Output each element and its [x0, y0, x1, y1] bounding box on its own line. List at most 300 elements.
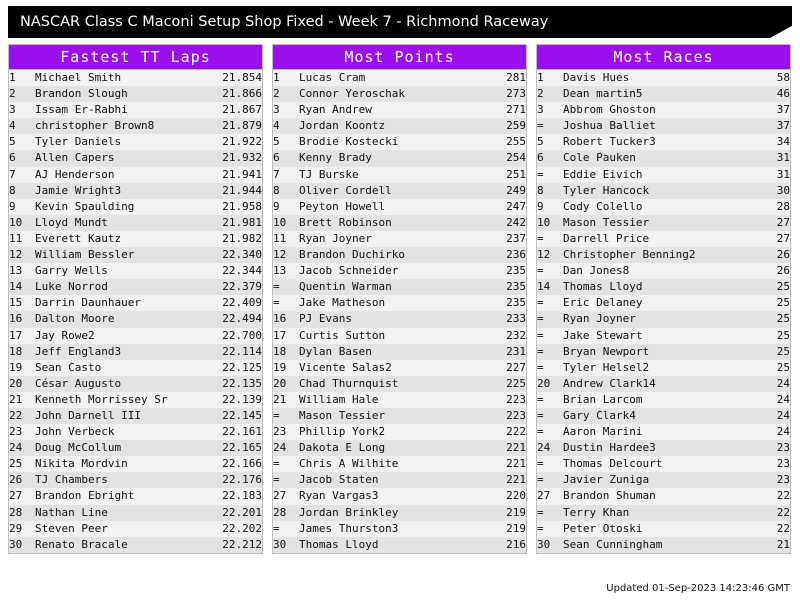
row-value: 25 — [776, 296, 790, 310]
row-position: 8 — [537, 183, 544, 197]
row-value: 22.409 — [222, 296, 262, 310]
row-position: 6 — [273, 151, 280, 165]
row-driver-name: Ryan Vargas3 — [299, 489, 379, 503]
row-position: 11 — [9, 231, 23, 245]
row-position: 11 — [273, 231, 287, 245]
row-driver-name: Brett Robinson — [299, 215, 392, 229]
row-value: 31 — [776, 151, 790, 165]
table-row — [537, 328, 790, 344]
row-value: 227 — [506, 360, 526, 374]
row-value: 23 — [776, 441, 790, 455]
table-row — [537, 392, 790, 408]
table-row — [273, 183, 526, 199]
table-row — [9, 86, 262, 102]
row-value: 37 — [776, 119, 790, 133]
row-value: 21 — [776, 537, 790, 551]
row-position: 10 — [537, 215, 551, 229]
table-row — [273, 247, 526, 263]
row-value: 22.166 — [222, 457, 262, 471]
table-row — [537, 247, 790, 263]
row-position: = — [537, 457, 544, 471]
row-position: = — [537, 328, 544, 342]
table-row — [537, 263, 790, 279]
row-driver-name: Aaron Marini — [563, 425, 643, 439]
row-value: 281 — [506, 71, 526, 84]
row-driver-name: Jamie Wright3 — [35, 183, 122, 197]
row-driver-name: Joshua Balliet — [563, 119, 656, 133]
table-row — [537, 167, 790, 183]
row-position: 30 — [537, 537, 551, 551]
row-value: 22.125 — [222, 360, 262, 374]
row-driver-name: Thomas Lloyd — [563, 280, 643, 294]
row-driver-name: Issam Er-Rabhi — [35, 103, 128, 117]
table-row — [537, 537, 790, 553]
row-driver-name: Andrew Clark14 — [563, 376, 656, 390]
row-position: 3 — [273, 103, 280, 117]
row-value: 236 — [506, 248, 526, 262]
row-value: 22.183 — [222, 489, 262, 503]
row-value: 220 — [506, 489, 526, 503]
row-value: 22 — [776, 505, 790, 519]
row-driver-name: Jordan Koontz — [299, 119, 386, 133]
table-row — [9, 392, 262, 408]
row-driver-name: Kenny Brady — [299, 151, 372, 165]
row-position: = — [537, 264, 544, 278]
table-row — [273, 537, 526, 553]
table-row — [9, 134, 262, 150]
table-row — [537, 231, 790, 247]
column-title: Most Races — [537, 45, 790, 70]
row-value: 25 — [776, 360, 790, 374]
row-driver-name: Dan Jones8 — [563, 264, 630, 278]
table-row — [273, 440, 526, 456]
row-value: 21.958 — [222, 199, 262, 213]
row-value: 21.854 — [222, 71, 262, 84]
row-driver-name: Eddie Eivich — [563, 167, 643, 181]
row-value: 31 — [776, 167, 790, 181]
row-position: 29 — [9, 521, 23, 535]
table-row — [537, 505, 790, 521]
table-row — [9, 472, 262, 488]
row-value: 22.135 — [222, 376, 262, 390]
row-value: 23 — [776, 457, 790, 471]
row-position: = — [537, 425, 544, 439]
row-value: 21.932 — [222, 151, 262, 165]
row-position: 14 — [537, 280, 551, 294]
row-position: 14 — [9, 280, 23, 294]
table-row — [537, 183, 790, 199]
table-row — [9, 360, 262, 376]
row-value: 22.494 — [222, 312, 262, 326]
row-position: 19 — [9, 360, 23, 374]
row-driver-name: Lucas Cram — [299, 71, 366, 84]
row-position: 12 — [9, 248, 23, 262]
row-driver-name: Robert Tucker3 — [563, 135, 656, 149]
table-row — [9, 408, 262, 424]
row-driver-name: Curtis Sutton — [299, 328, 386, 342]
row-position: = — [273, 280, 280, 294]
table-row — [273, 279, 526, 295]
row-driver-name: Dustin Hardee3 — [563, 441, 656, 455]
row-driver-name: TJ Burske — [299, 167, 359, 181]
row-driver-name: Dalton Moore — [35, 312, 115, 326]
row-value: 22.344 — [222, 264, 262, 278]
table-row — [273, 70, 526, 86]
row-position: 12 — [537, 248, 551, 262]
table-row — [273, 167, 526, 183]
row-value: 23 — [776, 473, 790, 487]
table-body-2 — [537, 70, 790, 553]
row-driver-name: Jeff England3 — [35, 344, 122, 358]
row-driver-name: Abbrom Ghoston — [563, 103, 656, 117]
row-position: 22 — [9, 408, 23, 422]
row-position: 24 — [9, 441, 23, 455]
table-row — [537, 376, 790, 392]
row-value: 271 — [506, 103, 526, 117]
table-body-1 — [273, 70, 526, 553]
leaderboard-table — [537, 70, 790, 553]
table-row — [273, 360, 526, 376]
row-driver-name: Tyler Daniels — [35, 135, 122, 149]
row-position: 6 — [9, 151, 16, 165]
row-driver-name: Nikita Mordvin — [35, 457, 128, 471]
row-value: 22.139 — [222, 392, 262, 406]
table-row — [9, 150, 262, 166]
row-driver-name: Connor Yeroschak — [299, 87, 405, 101]
table-row — [9, 488, 262, 504]
table-row — [9, 521, 262, 537]
row-driver-name: Jake Matheson — [299, 296, 386, 310]
row-position: 5 — [9, 135, 16, 149]
row-position: 12 — [273, 248, 287, 262]
table-row — [273, 134, 526, 150]
table-row — [537, 295, 790, 311]
row-value: 21.944 — [222, 183, 262, 197]
row-value: 21.867 — [222, 103, 262, 117]
row-value: 22.165 — [222, 441, 262, 455]
table-row — [537, 70, 790, 86]
row-position: 23 — [273, 425, 287, 439]
row-driver-name: Peyton Howell — [299, 199, 386, 213]
row-driver-name: Steven Peer — [35, 521, 108, 535]
row-value: 27 — [776, 215, 790, 229]
row-position: 20 — [273, 376, 287, 390]
row-driver-name: Renato Bracale — [35, 537, 128, 551]
row-driver-name: Brandon Shuman — [563, 489, 656, 503]
table-row — [9, 247, 262, 263]
leaderboard-columns — [8, 44, 792, 554]
row-position: 9 — [537, 199, 544, 213]
table-row — [537, 134, 790, 150]
row-driver-name: Ryan Joyner — [299, 231, 372, 245]
row-driver-name: Mason Tessier — [299, 408, 386, 422]
row-position: 9 — [9, 199, 16, 213]
row-driver-name: Cole Pauken — [563, 151, 636, 165]
row-value: 21.941 — [222, 167, 262, 181]
row-position: 2 — [9, 87, 16, 101]
row-value: 24 — [776, 376, 790, 390]
table-row — [537, 440, 790, 456]
page-title: NASCAR Class C Maconi Setup Shop Fixed - Week 7 - Richmond Raceway — [20, 14, 549, 30]
row-position: = — [273, 473, 280, 487]
table-row — [273, 344, 526, 360]
row-driver-name: Tyler Hancock — [563, 183, 650, 197]
row-value: 22.201 — [222, 505, 262, 519]
row-driver-name: Thomas Lloyd — [299, 537, 379, 551]
row-position: 3 — [9, 103, 16, 117]
row-driver-name: Nathan Line — [35, 505, 108, 519]
row-driver-name: Michael Smith — [35, 71, 122, 84]
table-row — [273, 118, 526, 134]
row-driver-name: Chad Thurnquist — [299, 376, 399, 390]
table-row — [9, 344, 262, 360]
row-position: 19 — [273, 360, 287, 374]
row-value: 223 — [506, 392, 526, 406]
table-row — [9, 537, 262, 553]
row-position: = — [537, 344, 544, 358]
table-row — [9, 456, 262, 472]
row-driver-name: AJ Henderson — [35, 167, 115, 181]
row-value: 222 — [506, 425, 526, 439]
row-value: 25 — [776, 312, 790, 326]
row-value: 37 — [776, 103, 790, 117]
row-driver-name: Quentin Warman — [299, 280, 392, 294]
row-driver-name: Phillip York2 — [299, 425, 386, 439]
row-value: 251 — [506, 167, 526, 181]
table-row — [537, 424, 790, 440]
table-row — [537, 344, 790, 360]
row-driver-name: PJ Evans — [299, 312, 352, 326]
row-position: 13 — [9, 264, 23, 278]
row-position: 26 — [9, 473, 23, 487]
row-value: 237 — [506, 231, 526, 245]
table-row — [537, 472, 790, 488]
row-value: 22.340 — [222, 248, 262, 262]
table-row — [9, 440, 262, 456]
row-value: 219 — [506, 505, 526, 519]
row-position: 4 — [273, 119, 280, 133]
row-driver-name: Luke Norrod — [35, 280, 108, 294]
row-position: 27 — [537, 489, 551, 503]
row-driver-name: Sean Casto — [35, 360, 102, 374]
row-driver-name: Brandon Slough — [35, 87, 128, 101]
table-row — [273, 263, 526, 279]
row-value: 22 — [776, 489, 790, 503]
row-driver-name: Cody Colello — [563, 199, 643, 213]
row-position: = — [537, 473, 544, 487]
row-driver-name: Everett Kautz — [35, 231, 122, 245]
row-position: 8 — [273, 183, 280, 197]
row-value: 25 — [776, 344, 790, 358]
row-position: 10 — [9, 215, 23, 229]
row-value: 221 — [506, 441, 526, 455]
row-position: 15 — [9, 296, 23, 310]
row-position: 5 — [537, 135, 544, 149]
row-position: = — [537, 312, 544, 326]
table-row — [9, 295, 262, 311]
row-position: 3 — [537, 103, 544, 117]
row-position: = — [537, 392, 544, 406]
row-position: = — [537, 521, 544, 535]
table-row — [537, 215, 790, 231]
table-row — [273, 408, 526, 424]
table-row — [537, 488, 790, 504]
row-position: 2 — [273, 87, 280, 101]
row-driver-name: William Hale — [299, 392, 379, 406]
table-body-0 — [9, 70, 262, 553]
table-row — [9, 311, 262, 327]
row-position: 21 — [9, 392, 23, 406]
row-position: = — [273, 408, 280, 422]
row-value: 30 — [776, 183, 790, 197]
row-position: 27 — [9, 489, 23, 503]
row-position: = — [273, 521, 280, 535]
row-value: 273 — [506, 87, 526, 101]
table-row — [273, 392, 526, 408]
row-position: 30 — [273, 537, 287, 551]
row-driver-name: Jacob Schneider — [299, 264, 399, 278]
row-value: 58 — [776, 71, 790, 84]
table-row — [537, 150, 790, 166]
table-row — [537, 408, 790, 424]
row-position: 4 — [9, 119, 16, 133]
row-position: 5 — [273, 135, 280, 149]
table-row — [273, 456, 526, 472]
row-driver-name: James Thurston3 — [299, 521, 399, 535]
row-driver-name: Ryan Andrew — [299, 103, 372, 117]
row-position: 10 — [273, 215, 287, 229]
row-value: 235 — [506, 296, 526, 310]
column-title: Fastest TT Laps — [9, 45, 262, 70]
row-value: 22.700 — [222, 328, 262, 342]
row-value: 242 — [506, 215, 526, 229]
table-row — [9, 183, 262, 199]
row-driver-name: Chris A Wilhite — [299, 457, 399, 471]
row-position: 24 — [273, 441, 287, 455]
row-value: 249 — [506, 183, 526, 197]
row-position: = — [537, 505, 544, 519]
row-value: 233 — [506, 312, 526, 326]
row-position: 7 — [273, 167, 280, 181]
row-driver-name: William Bessler — [35, 248, 135, 262]
row-driver-name: Dakota E Long — [299, 441, 386, 455]
row-value: 24 — [776, 425, 790, 439]
table-row — [273, 505, 526, 521]
row-driver-name: Ryan Joyner — [563, 312, 636, 326]
row-value: 216 — [506, 537, 526, 551]
row-position: 24 — [537, 441, 551, 455]
row-driver-name: Peter Otoski — [563, 521, 643, 535]
row-position: 18 — [273, 344, 287, 358]
row-driver-name: Terry Khan — [563, 505, 630, 519]
table-row — [537, 279, 790, 295]
row-position: 1 — [537, 71, 544, 84]
row-driver-name: Brodie Kostecki — [299, 135, 399, 149]
row-position: 25 — [9, 457, 23, 471]
row-value: 235 — [506, 280, 526, 294]
table-row — [537, 311, 790, 327]
row-driver-name: Gary Clark4 — [563, 408, 636, 422]
table-row — [9, 118, 262, 134]
row-position: 23 — [9, 425, 23, 439]
row-driver-name: Brandon Duchirko — [299, 248, 405, 262]
leaderboard-table — [273, 70, 526, 553]
row-driver-name: Dean martin5 — [563, 87, 643, 101]
updated-timestamp: Updated 01-Sep-2023 14:23:46 GMT — [606, 583, 790, 594]
column-title: Most Points — [273, 45, 526, 70]
leaderboard-most-points — [272, 44, 527, 554]
row-driver-name: Jake Stewart — [563, 328, 643, 342]
table-row — [273, 102, 526, 118]
table-row — [9, 328, 262, 344]
row-driver-name: Mason Tessier — [563, 215, 650, 229]
row-value: 21.922 — [222, 135, 262, 149]
row-driver-name: Allen Capers — [35, 151, 115, 165]
row-value: 46 — [776, 87, 790, 101]
row-driver-name: Vicente Salas2 — [299, 360, 392, 374]
table-row — [9, 279, 262, 295]
table-row — [537, 199, 790, 215]
row-position: = — [537, 231, 544, 245]
row-value: 24 — [776, 408, 790, 422]
table-row — [273, 424, 526, 440]
row-value: 24 — [776, 392, 790, 406]
leaderboard-fastest-tt-laps — [8, 44, 263, 554]
row-position: = — [273, 296, 280, 310]
row-driver-name: Jordan Brinkley — [299, 505, 399, 519]
row-value: 21.866 — [222, 87, 262, 101]
row-value: 25 — [776, 328, 790, 342]
row-driver-name: Doug McCollum — [35, 441, 122, 455]
row-position: 16 — [273, 312, 287, 326]
leaderboard-most-races — [536, 44, 791, 554]
table-row — [273, 311, 526, 327]
row-value: 254 — [506, 151, 526, 165]
row-value: 231 — [506, 344, 526, 358]
row-position: = — [537, 296, 544, 310]
row-driver-name: Eric Delaney — [563, 296, 643, 310]
table-row — [9, 424, 262, 440]
row-position: = — [537, 360, 544, 374]
row-value: 259 — [506, 119, 526, 133]
row-value: 22.212 — [222, 537, 262, 551]
row-position: 28 — [9, 505, 23, 519]
row-driver-name: Garry Wells — [35, 264, 108, 278]
table-row — [9, 102, 262, 118]
table-row — [273, 472, 526, 488]
row-position: 30 — [9, 537, 23, 551]
row-value: 21.982 — [222, 231, 262, 245]
table-row — [9, 376, 262, 392]
row-position: 20 — [537, 376, 551, 390]
row-driver-name: Sean Cunningham — [563, 537, 663, 551]
row-driver-name: Tyler Helsel2 — [563, 360, 650, 374]
row-position: 27 — [273, 489, 287, 503]
row-value: 26 — [776, 248, 790, 262]
row-value: 21.879 — [222, 119, 262, 133]
row-value: 219 — [506, 521, 526, 535]
row-value: 27 — [776, 231, 790, 245]
row-position: 17 — [273, 328, 287, 342]
table-row — [273, 86, 526, 102]
row-driver-name: John Darnell III — [35, 408, 141, 422]
row-driver-name: Jay Rowe2 — [35, 328, 95, 342]
row-position: 20 — [9, 376, 23, 390]
row-driver-name: Lloyd Mundt — [35, 215, 108, 229]
table-row — [273, 199, 526, 215]
row-driver-name: John Verbeck — [35, 425, 115, 439]
row-position: 16 — [9, 312, 23, 326]
